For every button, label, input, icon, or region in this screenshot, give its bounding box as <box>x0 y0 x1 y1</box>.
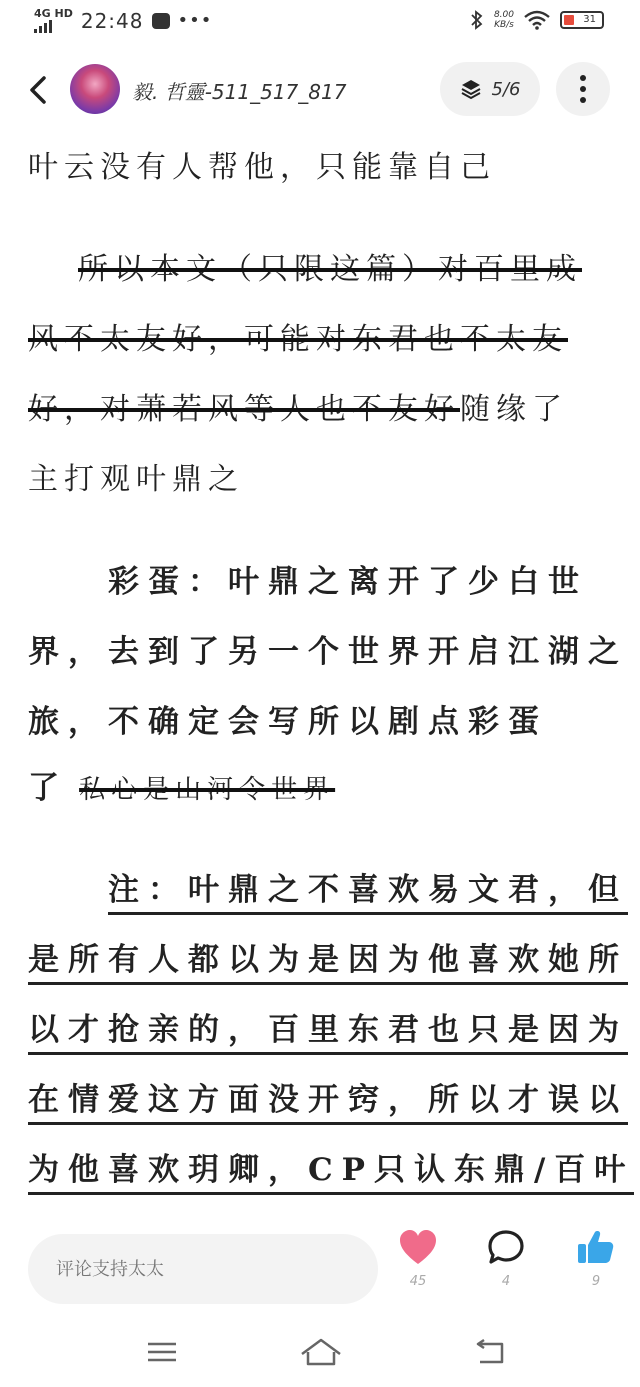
text-line: 彩蛋：叶鼎之离开了少白世 <box>108 564 588 600</box>
comment-input[interactable] <box>28 1234 378 1304</box>
comments-button[interactable] <box>476 1228 536 1289</box>
text-line <box>28 1144 634 1189</box>
system-nav-bar <box>0 1320 640 1387</box>
more-dot <box>580 97 586 103</box>
signal-icon <box>34 19 52 33</box>
underlined-text: 在情爱这方面没开窍，所以才误以 <box>28 1082 628 1125</box>
text-line: 主打观叶鼎之 <box>28 462 244 497</box>
page-indicator-text: 5/6 <box>491 78 521 100</box>
text-line: 旅，不确定会写所以剧点彩蛋 <box>28 704 548 740</box>
like-button[interactable] <box>388 1228 448 1289</box>
text-line <box>28 384 568 428</box>
underlined-text: 以才抢亲的，百里东君也只是因为 <box>28 1012 628 1055</box>
comment-bubble-icon <box>486 1228 526 1266</box>
notification-app-icon <box>152 13 170 29</box>
text-line <box>28 1004 628 1049</box>
network-indicator <box>34 8 73 33</box>
strikethrough-text: 好，对萧若风等人也不友好 <box>28 392 460 427</box>
comments-count: 4 <box>501 1274 511 1289</box>
network-label: 4G HD <box>34 7 73 20</box>
text-segment: 随缘了 <box>460 392 568 427</box>
strikethrough-line: 风不太友好，可能对东君也不太友 <box>28 322 568 357</box>
speed-value: 8.00 <box>493 10 514 20</box>
bottom-action-bar <box>0 1228 640 1318</box>
battery-icon <box>560 11 604 29</box>
strikethrough-text: 私心是山河令世界 <box>79 775 336 805</box>
wifi-icon <box>524 10 550 30</box>
network-speed <box>494 10 514 30</box>
thumbs-up-icon <box>576 1228 616 1266</box>
back-button[interactable] <box>24 72 54 108</box>
underlined-text: 为他喜欢玥卿，CP只认东鼎/百叶 <box>28 1152 634 1195</box>
more-options-button[interactable] <box>556 62 610 116</box>
back-nav-button[interactable] <box>470 1334 510 1370</box>
more-notifications-icon: ••• <box>177 10 213 31</box>
page-indicator-button[interactable] <box>440 62 540 116</box>
heart-icon <box>398 1228 438 1266</box>
bluetooth-icon <box>470 10 484 30</box>
more-dot <box>580 86 586 92</box>
text-line: 界，去到了另一个世界开启江湖之 <box>28 634 628 670</box>
text-segment: 了 <box>28 770 68 806</box>
post-header <box>0 58 640 120</box>
text-line <box>28 1074 628 1119</box>
more-dot <box>580 75 586 81</box>
underlined-text: 是所有人都以为是因为他喜欢她所 <box>28 942 628 985</box>
underlined-text: 注：叶鼎之不喜欢易文君，但 <box>108 872 628 915</box>
likes-count: 45 <box>409 1274 427 1289</box>
author-name[interactable]: 毅. 哲靈-511_517_817 <box>132 80 347 104</box>
menu-nav-button[interactable] <box>142 1334 182 1370</box>
clock: 22:48 <box>80 8 144 33</box>
author-avatar[interactable] <box>70 64 120 114</box>
home-nav-button[interactable] <box>298 1334 344 1370</box>
text-line <box>108 864 628 909</box>
strikethrough-line: 所以本文（只限这篇）对百里成 <box>78 252 582 287</box>
text-line <box>28 762 335 807</box>
thumbs-up-button[interactable] <box>566 1228 626 1289</box>
text-line <box>28 934 628 979</box>
battery-percent: 31 <box>583 14 596 25</box>
speed-unit: KB/s <box>494 20 514 30</box>
status-bar <box>0 0 640 48</box>
thumbs-count: 9 <box>591 1274 601 1289</box>
layers-icon <box>460 78 482 100</box>
text-line: 叶云没有人帮他，只能靠自己 <box>28 150 496 185</box>
battery-level <box>564 15 574 25</box>
